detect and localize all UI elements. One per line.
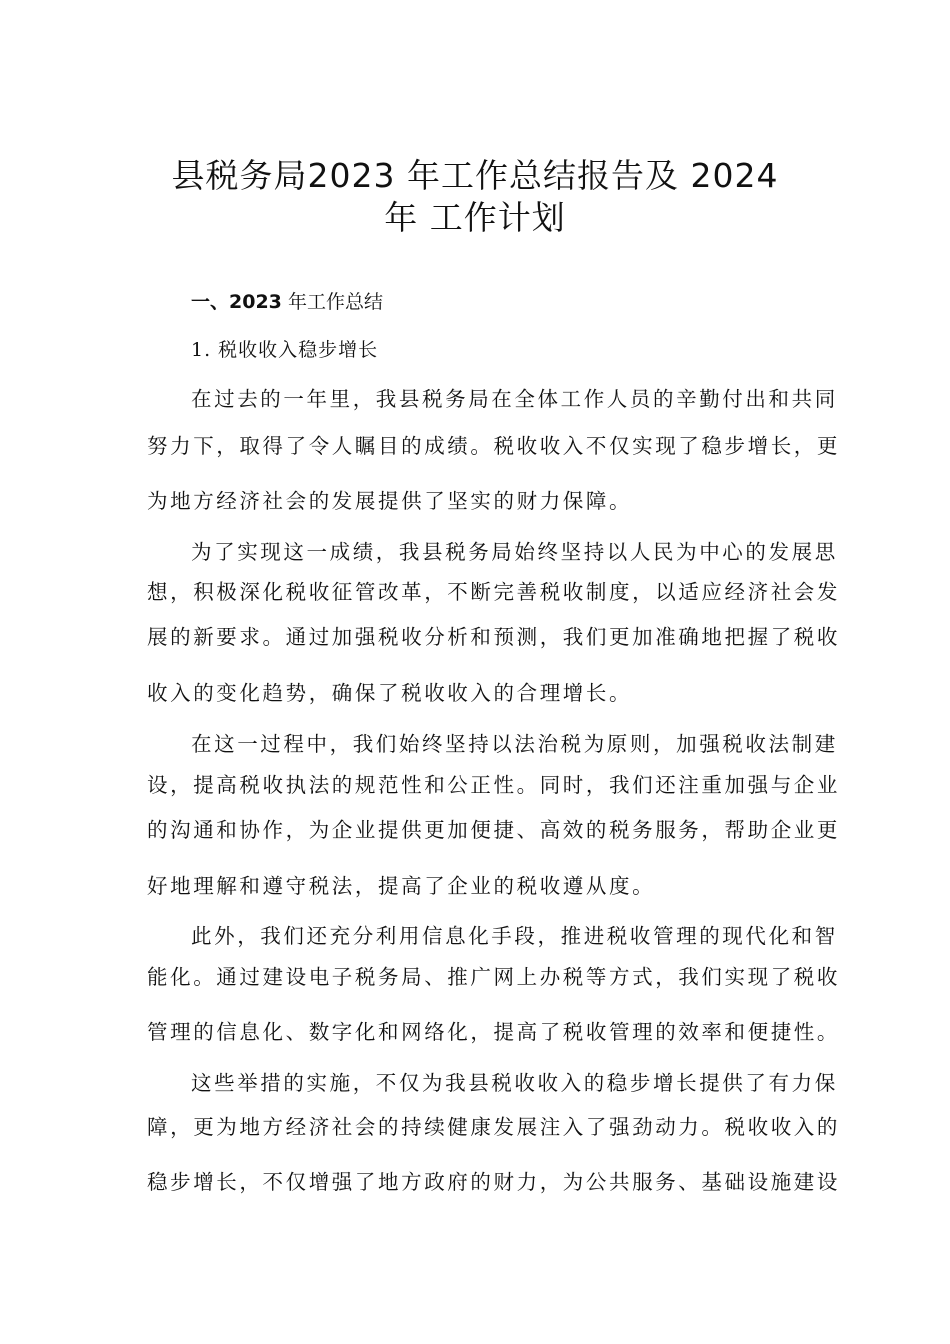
paragraph-line: 好地理解和遵守税法，提高了企业的税收遵从度。 [147,874,656,898]
paragraph-line: 稳步增长，不仅增强了地方政府的财力，为公共服务、基础设施建设 [147,1170,840,1194]
paragraph-line: 为了实现这一成绩，我县税务局始终坚持以人民为中心的发展思 [191,540,838,564]
section-number: 一、 [191,291,230,313]
section-heading [191,287,383,314]
section-year: 2023 [229,291,282,313]
paragraph-line: 这些举措的实施，不仅为我县税收收入的稳步增长提供了有力保 [191,1071,838,1095]
paragraph-line: 设，提高税收执法的规范性和公正性。同时，我们还注重加强与企业 [147,773,840,797]
subsection-heading: 1. 税收收入稳步增长 [191,339,379,361]
paragraph-line: 管理的信息化、数字化和网络化，提高了税收管理的效率和便捷性。 [147,1020,840,1044]
paragraph-line: 收入的变化趋势，确保了税收收入的合理增长。 [147,681,633,705]
paragraph-line: 想，积极深化税收征管改革，不断完善税收制度，以适应经济社会发 [147,580,840,604]
document-title-line-1: 县税务局2023 年工作总结报告及 2024 [171,156,779,195]
paragraph-line: 能化。通过建设电子税务局、推广网上办税等方式，我们实现了税收 [147,965,840,989]
paragraph-line: 展的新要求。通过加强税收分析和预测，我们更加准确地把握了税收 [147,625,840,649]
paragraph-line: 在过去的一年里，我县税务局在全体工作人员的辛勤付出和共同 [191,387,838,411]
paragraph-line: 在这一过程中，我们始终坚持以法治税为原则，加强税收法制建 [191,732,838,756]
paragraph-line: 为地方经济社会的发展提供了坚实的财力保障。 [147,489,633,513]
document-title-line-2: 年 工作计划 [384,198,566,237]
paragraph-line: 此外，我们还充分利用信息化手段，推进税收管理的现代化和智 [191,924,838,948]
paragraph-line: 障，更为地方经济社会的持续健康发展注入了强劲动力。税收收入的 [147,1115,840,1139]
section-label: 年工作总结 [281,291,383,313]
paragraph-line: 努力下，取得了令人瞩目的成绩。税收收入不仅实现了稳步增长，更 [147,434,840,458]
paragraph-line: 的沟通和协作，为企业提供更加便捷、高效的税务服务，帮助企业更 [147,818,840,842]
